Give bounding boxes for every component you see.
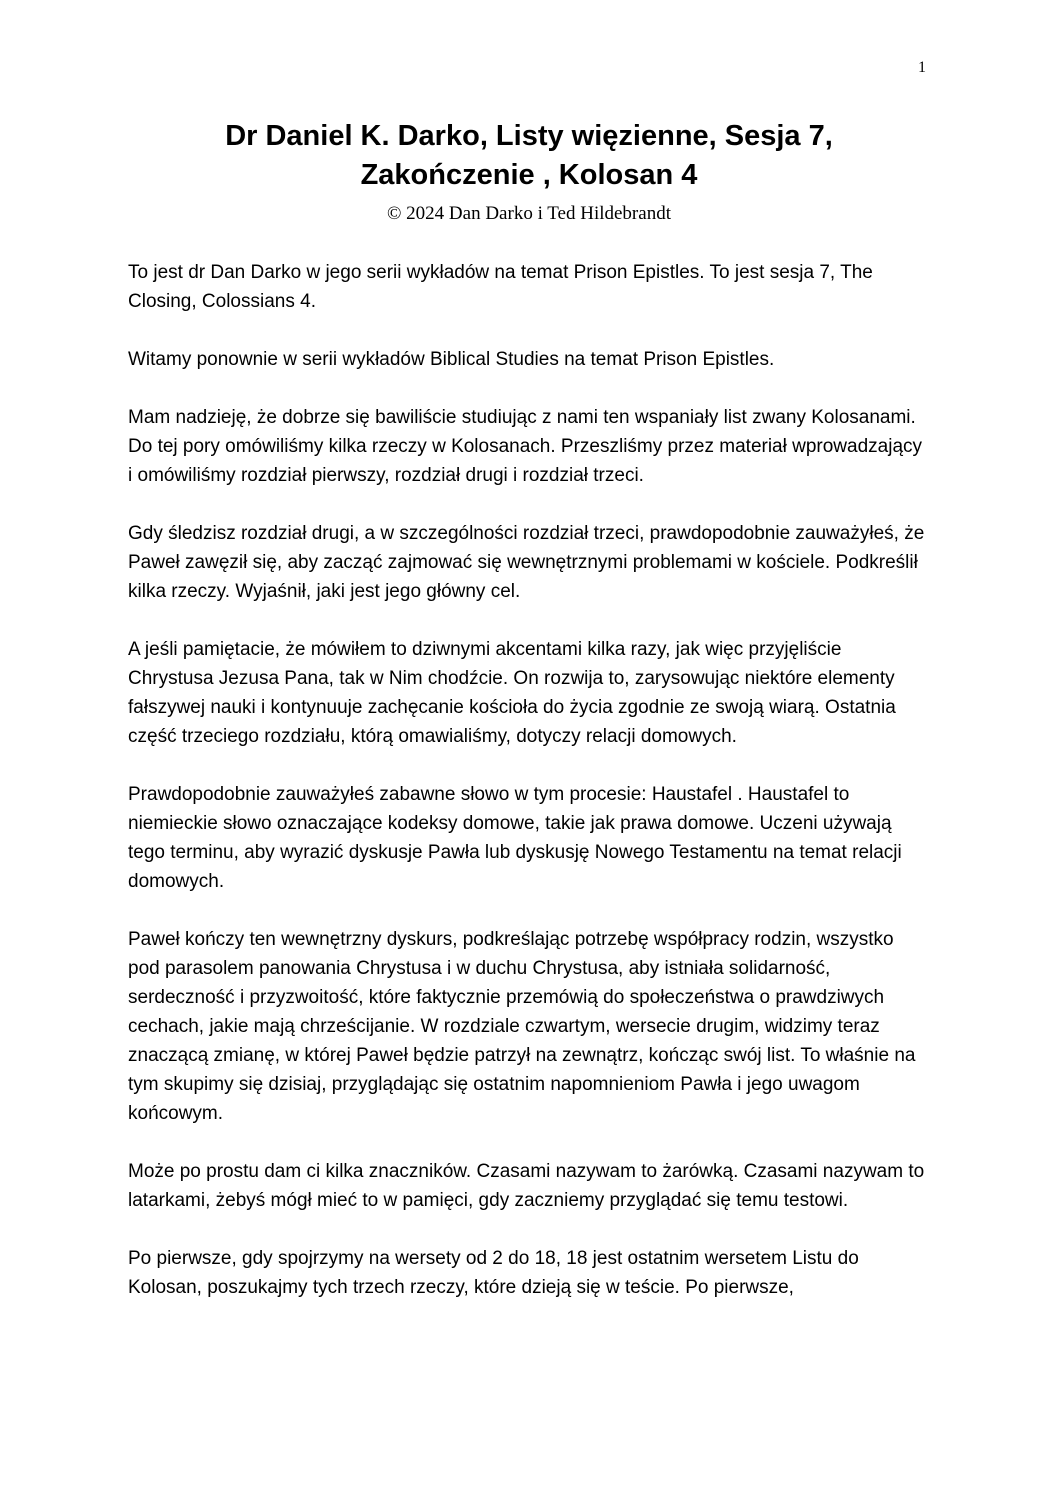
document-title (128, 117, 930, 195)
paragraph: Prawdopodobnie zauważyłeś zabawne słowo w tym procesie: Haustafel . Haustafel to niemieckie słowo oznaczające kodeksy domowe, takie jak prawa domowe. Uczeni używają tego terminu, aby wyrazić dyskusje Pawła lub dyskusję Nowego Testamentu na temat relacji domowych. (128, 784, 902, 893)
document-title-line-2: Zakończenie , Kolosan 4 (360, 159, 698, 192)
paragraph: Paweł kończy ten wewnętrzny dyskurs, podkreślając potrzebę współpracy rodzin, wszystko pod parasolem panowania Chrystusa i w duchu Chrystusa, aby istniała solidarność, serdeczność i przyzwoitość, które faktycznie przemówią do społeczeństwa o prawdziwych cechach, jakie mają chrześcijanie. W rozdziale czwartym, wersecie drugim, widzimy teraz znaczącą zmianę, w której Paweł będzie patrzył na zewnątrz, kończąc swój list. To właśnie na tym skupimy się dzisiaj, przyglądając się ostatnim napomnieniom Pawła i jego uwagom końcowym. (128, 929, 916, 1125)
paragraph: A jeśli pamiętacie, że mówiłem to dziwnymi akcentami kilka razy, jak więc przyjęliście Chrystusa Jezusa Pana, tak w Nim chodźcie. On rozwija to, zarysowując niektóre elementy fałszywej nauki i kontynuuje zachęcanie kościoła do życia zgodnie ze swoją wiarą. Ostatnia część trzeciego rozdziału, którą omawialiśmy, dotyczy relacji domowych. (128, 639, 896, 748)
document-body (128, 258, 930, 1302)
paragraph: Mam nadzieję, że dobrze się bawiliście studiując z nami ten wspaniały list zwany Kolosanami. Do tej pory omówiliśmy kilka rzeczy w Kolosanach. Przeszliśmy przez materiał wprowadzający i omówiliśmy rozdział pierwszy, rozdział drugi i rozdział trzeci. (128, 407, 923, 487)
page-number: 1 (918, 59, 926, 76)
paragraph: Witamy ponownie w serii wykładów Biblical Studies na temat Prison Epistles. (128, 349, 775, 371)
paragraph: Gdy śledzisz rozdział drugi, a w szczególności rozdział trzeci, prawdopodobnie zauważyłeś, że Paweł zawęził się, aby zacząć zajmować się wewnętrznymi problemami w kościele. Podkreślił kilka rzeczy. Wyjaśnił, jaki jest jego główny cel. (128, 523, 925, 603)
paragraph: Może po prostu dam ci kilka znaczników. Czasami nazywam to żarówką. Czasami nazywam to latarkami, żebyś mógł mieć to w pamięci, gdy zaczniemy przyglądać się temu testowi. (128, 1161, 925, 1212)
paragraph: Po pierwsze, gdy spojrzymy na wersety od 2 do 18, 18 jest ostatnim wersetem Listu do Kolosan, poszukajmy tych trzech rzeczy, które dzieją się w teście. Po pierwsze, (128, 1248, 859, 1299)
copyright-line: © 2024 Dan Darko i Ted Hildebrandt (387, 203, 671, 225)
paragraph: To jest dr Dan Darko w jego serii wykładów na temat Prison Epistles. To jest sesja 7, The Closing, Colossians 4. (128, 262, 873, 313)
document-title-line-1: Dr Daniel K. Darko, Listy więzienne, Sesja 7, (225, 120, 833, 153)
